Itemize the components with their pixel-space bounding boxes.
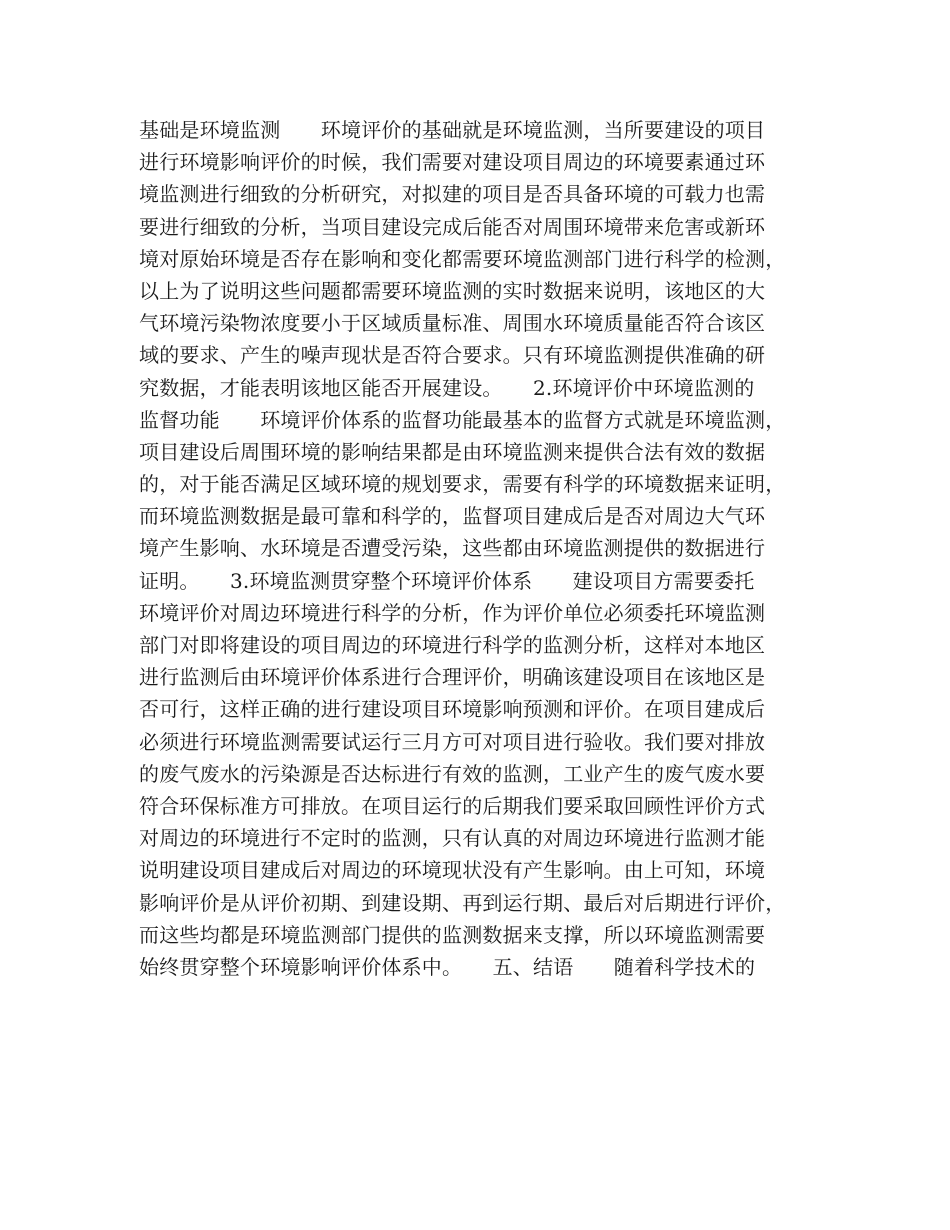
text-line: 境对原始环境是否存在影响和变化都需要环境监测部门进行科学的检测， [139,246,786,271]
text-line: 以上为了说明这些问题都需要环境监测的实时数据来说明，该地区的大 [139,278,766,303]
text-line: 的，对于能否满足区域环境的规划要求，需要有科学的环境数据来证明， [139,472,786,497]
text-line: 基础是环境监测 环境评价的基础就是环境监测，当所要建设的项目 [139,118,766,142]
text-line: 进行环境影响评价的时候，我们需要对建设项目周边的环境要素通过环 [139,150,766,175]
text-line: 对周边的环境进行不定时的监测，只有认真的对周边环境进行监测才能 [139,826,766,851]
text-line: 域的要求、产生的噪声现状是否符合要求。只有环境监测提供准确的研 [139,343,766,368]
text-line: 说明建设项目建成后对周边的环境现状没有产生影响。由上可知，环境 [139,858,766,883]
text-line: 而这些均都是环境监测部门提供的监测数据来支撑，所以环境监测需要 [139,922,766,947]
text-line: 而环境监测数据是最可靠和科学的，监督项目建成后是否对周边大气环 [139,504,766,529]
text-line: 监督功能 环境评价体系的监督功能最基本的监督方式就是环境监测， [139,407,786,432]
text-line: 符合环保标准方可排放。在项目运行的后期我们要采取回顾性评价方式 [139,793,766,818]
text-line: 环境评价对周边环境进行科学的分析，作为评价单位必须委托环境监测 [139,600,766,625]
text-line: 部门对即将建设的项目周边的环境进行科学的监测分析，这样对本地区 [139,633,766,657]
text-line: 境产生影响、水环境是否遭受污染，这些都由环境监测提供的数据进行 [139,536,766,561]
text-line: 境监测进行细致的分析研究，对拟建的项目是否具备环境的可载力也需 [139,182,766,207]
text-line: 究数据，才能表明该地区能否开展建设。 2.环境评价中环境监测的 [139,375,755,400]
text-line: 否可行，这样正确的进行建设项目环境影响预测和评价。在项目建成后 [139,697,766,722]
text-line: 始终贯穿整个环境影响评价体系中。 五、结语 随着科学技术的 [139,954,756,979]
text-line: 的废气废水的污染源是否达标进行有效的监测，工业产生的废气废水要 [139,761,766,786]
text-line: 气环境污染物浓度要小于区域质量标准、周围水环境质量能否符合该区 [139,311,766,336]
text-line: 项目建设后周围环境的影响结果都是由环境监测来提供合法有效的数据 [139,439,766,464]
body-text [139,114,829,983]
text-line: 必须进行环境监测需要试运行三月方可对项目进行验收。我们要对排放 [139,729,766,754]
text-line: 影响评价是从评价初期、到建设期、再到运行期、最后对后期进行评价， [139,890,786,915]
text-line: 证明。 3.环境监测贯穿整个环境评价体系 建设项目方需要委托 [139,568,755,593]
text-line: 要进行细致的分析，当项目建设完成后能否对周围环境带来危害或新环 [139,214,766,239]
text-line: 进行监测后由环境评价体系进行合理评价，明确该建设项目在该地区是 [139,665,766,690]
